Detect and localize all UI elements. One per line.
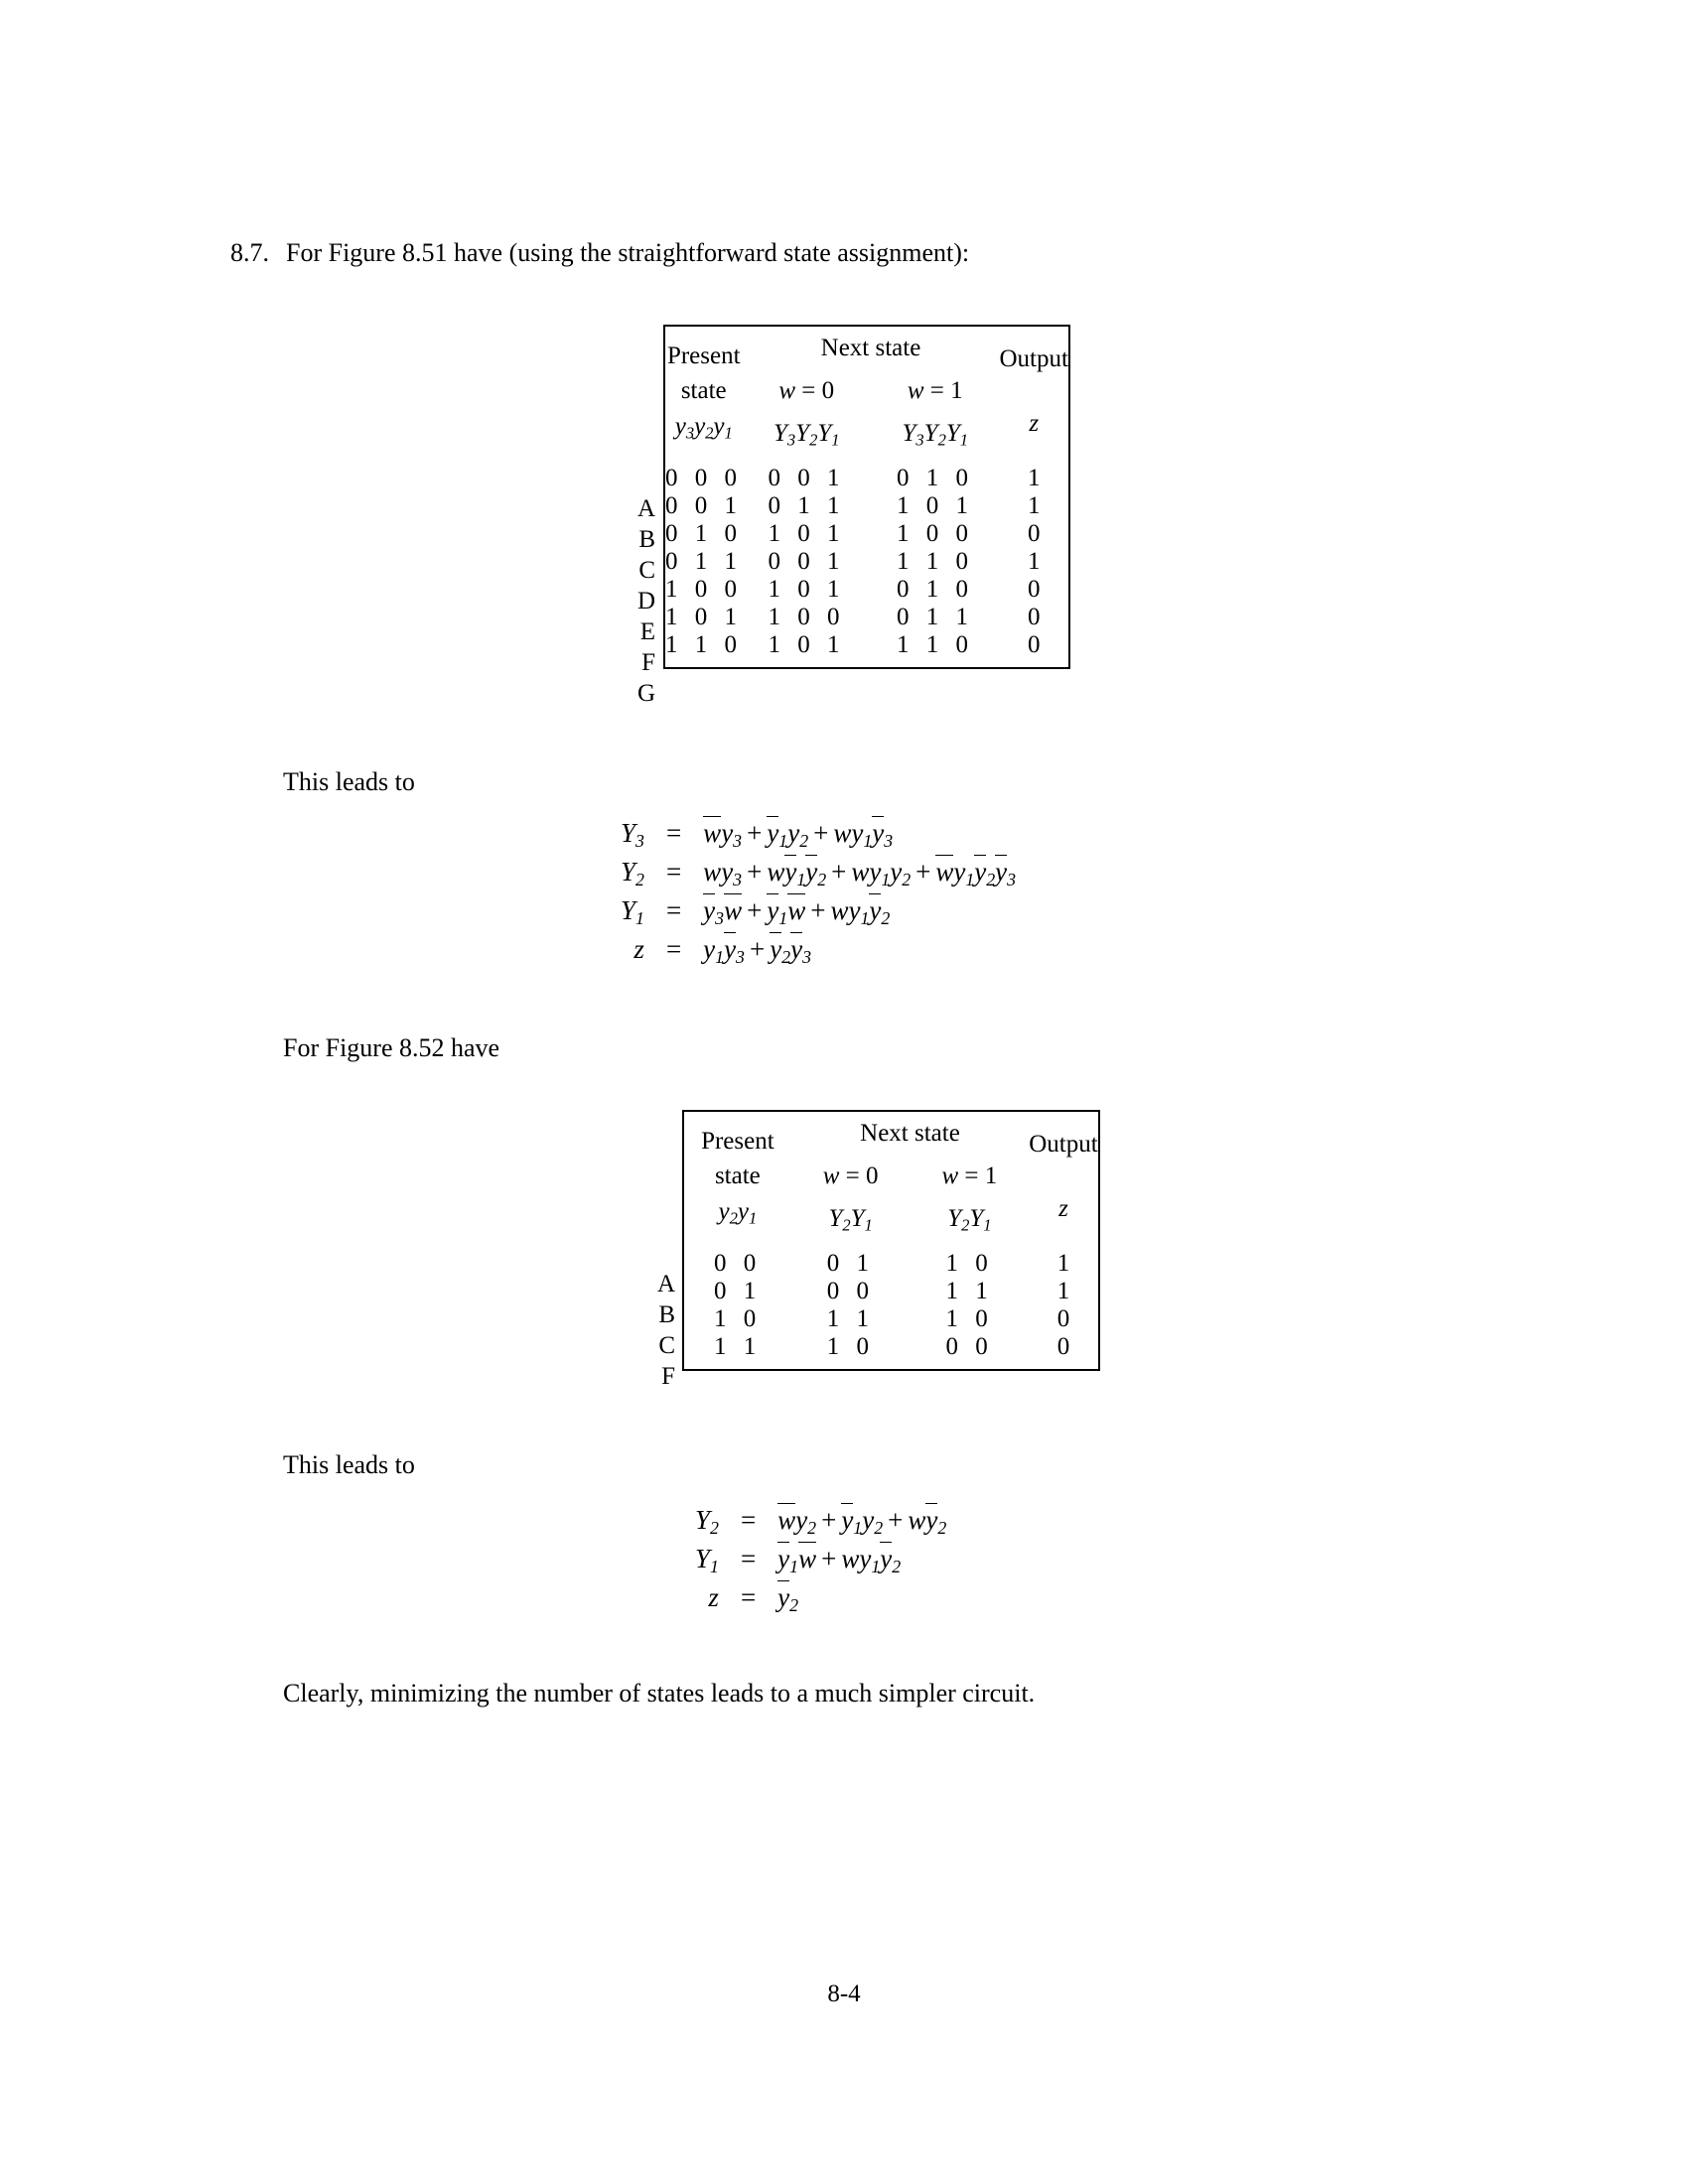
output-label: Output	[999, 345, 1068, 372]
equation-rhs: $wy_3 + y_1y_2 + wy_1y_3$	[703, 818, 894, 851]
table-row	[683, 1305, 1099, 1333]
cell-present: 1 0	[714, 1305, 762, 1332]
equation-row	[621, 814, 1016, 853]
page-number: 8-4	[827, 1980, 861, 2007]
cell-output: 1	[1027, 548, 1041, 575]
equation-lhs: $Y_3$	[621, 818, 644, 851]
table-row	[683, 1241, 1099, 1278]
cell-next-w0: 0 0 1	[768, 465, 845, 491]
state-table-figure-851	[663, 325, 1070, 669]
table1-next-state-header: Next state	[820, 334, 921, 361]
table1-header-row	[664, 326, 1069, 370]
equation-lhs: $Y_1$	[695, 1544, 719, 1576]
cell-output: 0	[1027, 576, 1041, 603]
present-label-line2: state	[680, 377, 727, 405]
table2-present-state-header	[683, 1111, 791, 1241]
equations-figure-852	[695, 1501, 946, 1617]
cell-next-w0: 0 1	[826, 1250, 875, 1277]
cell-present: 1 0 1	[665, 604, 743, 630]
cell-present: 0 1	[714, 1278, 762, 1304]
output-var: z	[1058, 1195, 1068, 1222]
output-label: Output	[1029, 1131, 1098, 1158]
cell-next-w1: 0 1 1	[897, 604, 974, 630]
table1-output-header	[1000, 326, 1069, 456]
table1-row-label: F	[641, 649, 655, 676]
present-state-vars: $y_2y_1$	[718, 1197, 758, 1228]
table1-w1-header: w = 1	[907, 377, 963, 405]
cell-present: 1 1 0	[665, 631, 743, 658]
table-row	[683, 1333, 1099, 1370]
cell-output: 0	[1027, 631, 1041, 658]
table1-row-label: B	[638, 526, 655, 553]
cell-output: 0	[1056, 1333, 1070, 1360]
equation-lhs: $Y_2$	[621, 857, 644, 889]
equation-rhs: $wy_3 + wy_1y_2 + wy_1y_2 + wy_1y_2y_3$	[703, 857, 1017, 889]
present-label-line1: Present	[701, 1127, 774, 1155]
state-table-figure-852	[682, 1110, 1100, 1371]
cell-output: 1	[1027, 465, 1041, 491]
equation-lhs: $Y_1$	[621, 895, 644, 928]
equation-lhs: z	[633, 934, 644, 964]
cell-output: 0	[1056, 1305, 1070, 1332]
table2-row-label: A	[656, 1271, 675, 1297]
equation-row	[695, 1540, 946, 1578]
present-label-line2: state	[714, 1162, 761, 1190]
table1-row-labels	[596, 496, 655, 712]
cell-output: 1	[1056, 1278, 1070, 1304]
table1-present-state-header	[664, 326, 743, 456]
table2-header-row	[683, 1111, 1099, 1156]
cell-next-w1: 1 0 1	[897, 492, 974, 519]
equation-rhs: $wy_2 + y_1y_2 + wy_2$	[777, 1505, 947, 1538]
cell-next-w0: 1 0 1	[768, 520, 845, 547]
cell-next-w0: 1 0 0	[768, 604, 845, 630]
cell-present: 0 1 0	[665, 520, 743, 547]
table-row	[664, 548, 1069, 576]
equation-operator: =	[665, 934, 682, 964]
equation-operator: =	[665, 895, 682, 925]
cell-next-w1: 1 0	[945, 1305, 994, 1332]
cell-next-w0: 0 0	[826, 1278, 875, 1304]
cell-next-w0: 1 0 1	[768, 576, 845, 603]
problem-number: 8.7.	[230, 238, 269, 267]
cell-next-w1: 0 1 0	[897, 576, 974, 603]
equation-lhs: z	[708, 1582, 719, 1612]
cell-next-w1: 1 1 0	[897, 631, 974, 658]
cell-next-w0: 1 1	[826, 1305, 875, 1332]
table1-row-label: D	[636, 588, 655, 614]
equation-rhs: $y_1w + wy_1y_2$	[777, 1544, 902, 1576]
table-row	[664, 520, 1069, 548]
cell-next-w1: 1 0	[945, 1250, 994, 1277]
equation-row	[695, 1578, 946, 1617]
cell-next-w0: 1 0 1	[768, 631, 845, 658]
table-row	[664, 456, 1069, 492]
table2-row-label: F	[661, 1363, 675, 1390]
cell-present: 1 0 0	[665, 576, 743, 603]
equation-rhs: $y_2$	[777, 1582, 799, 1615]
present-state-vars: $y_3y_2y_1$	[674, 412, 733, 443]
table1-row-label: G	[636, 680, 655, 707]
table1-row-label: C	[638, 557, 655, 584]
equation-row	[621, 930, 1016, 969]
table2-next-state-header: Next state	[860, 1119, 960, 1147]
cell-output: 0	[1027, 520, 1041, 547]
paragraph-leads-to-1: This leads to	[283, 767, 415, 796]
cell-output: 1	[1056, 1250, 1070, 1277]
cell-next-w0: 1 0	[826, 1333, 875, 1360]
equation-rhs: $y_3w + y_1w + wy_1y_2$	[703, 895, 891, 928]
equation-operator: =	[665, 857, 682, 887]
cell-present: 1 1	[714, 1333, 762, 1360]
table1-w0-header: w = 0	[778, 377, 835, 405]
table-row	[664, 631, 1069, 668]
paragraph-figure-852: For Figure 8.52 have	[283, 1033, 500, 1062]
table2-row-labels	[616, 1272, 675, 1395]
equation-rhs: $y_1y_3 + y_2y_3$	[703, 934, 811, 967]
table1-row-label: E	[639, 618, 655, 645]
table2	[682, 1110, 1100, 1371]
paragraph-leads-to-2: This leads to	[283, 1450, 415, 1479]
table2-w1-header: w = 1	[941, 1162, 998, 1190]
equation-operator: =	[740, 1544, 757, 1573]
cell-present: 0 0	[714, 1250, 762, 1277]
cell-present: 0 0 1	[665, 492, 743, 519]
cell-next-w1: 0 1 0	[897, 465, 974, 491]
equation-row	[621, 891, 1016, 930]
table2-row-label: C	[658, 1332, 675, 1359]
cell-next-w1: 1 1 0	[897, 548, 974, 575]
table-row	[664, 576, 1069, 604]
equation-row	[695, 1501, 946, 1540]
equations-figure-851	[621, 814, 1016, 969]
equation-operator: =	[665, 818, 682, 848]
cell-present: 0 1 1	[665, 548, 743, 575]
paragraph-conclusion: Clearly, minimizing the number of states leads to a much simpler circuit.	[283, 1679, 1036, 1707]
output-var: z	[1029, 410, 1040, 437]
cell-present: 0 0 0	[665, 465, 743, 491]
equation-row	[621, 853, 1016, 891]
cell-output: 1	[1027, 492, 1041, 519]
cell-next-w1: 1 0 0	[897, 520, 974, 547]
table1-next-vars-w1: $Y_3Y_2Y_1$	[902, 420, 968, 451]
table2-row-label: B	[658, 1301, 675, 1328]
table1-next-vars-w0: $Y_3Y_2Y_1$	[774, 420, 840, 451]
table2-next-vars-w0: $Y_2Y_1$	[828, 1205, 873, 1236]
present-label-line1: Present	[666, 341, 741, 369]
cell-next-w0: 0 1 1	[768, 492, 845, 519]
cell-output: 0	[1027, 604, 1041, 630]
problem-text: For Figure 8.51 have (using the straightforward state assignment):	[286, 238, 970, 267]
table2-w0-header: w = 0	[822, 1162, 879, 1190]
cell-next-w1: 0 0	[945, 1333, 994, 1360]
table-row	[683, 1278, 1099, 1305]
cell-next-w0: 0 0 1	[768, 548, 845, 575]
equation-operator: =	[740, 1582, 757, 1612]
table-row	[664, 604, 1069, 631]
table1-row-label: A	[636, 495, 655, 522]
table2-next-vars-w1: $Y_2Y_1$	[947, 1205, 992, 1236]
table-row	[664, 492, 1069, 520]
table2-output-header	[1029, 1111, 1098, 1241]
problem-statement	[230, 238, 969, 268]
equation-lhs: $Y_2$	[695, 1505, 719, 1538]
cell-next-w1: 1 1	[945, 1278, 994, 1304]
equation-operator: =	[740, 1505, 757, 1535]
table1	[663, 325, 1070, 669]
